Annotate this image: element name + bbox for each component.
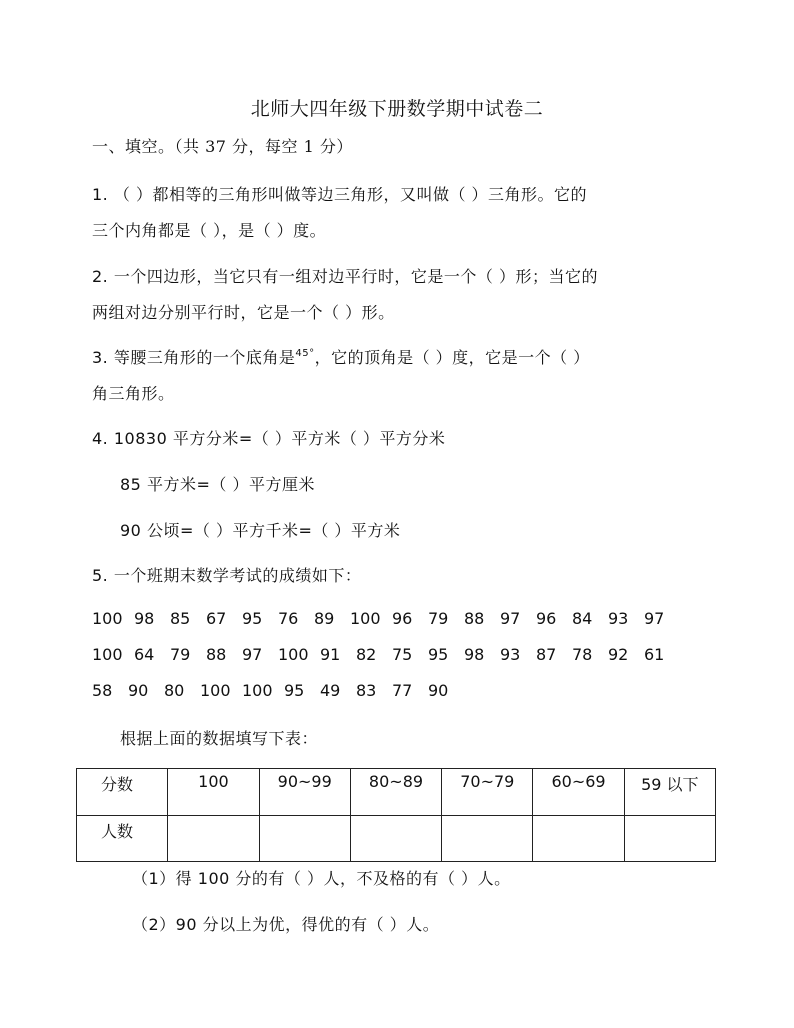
score-value: 89 bbox=[314, 609, 335, 628]
question-1-line-1: 1. （ ）都相等的三角形叫做等边三角形，又叫做（ ）三角形。它的 bbox=[92, 185, 588, 204]
table-cell: 70~79 bbox=[442, 769, 533, 816]
question-5-line-1: 5. 一个班期末数学考试的成绩如下： bbox=[92, 566, 362, 585]
table-cell-blank[interactable] bbox=[350, 815, 441, 862]
question-2-line-2: 两组对边分别平行时，它是一个（ ）形。 bbox=[92, 303, 395, 322]
page-title: 北师大四年级下册数学期中试卷二 bbox=[250, 98, 544, 120]
score-value: 88 bbox=[464, 609, 485, 628]
question-2-line-1: 2. 一个四边形，当它只有一组对边平行时，它是一个（ ）形；当它的 bbox=[92, 267, 598, 286]
score-value: 95 bbox=[284, 681, 305, 700]
table-row-score bbox=[77, 769, 716, 816]
question-1-line-2: 三个内角都是（ ），是（ ）度。 bbox=[92, 221, 327, 240]
table-cell: 90~99 bbox=[259, 769, 350, 816]
scores-row-3 bbox=[92, 681, 464, 700]
score-value: 76 bbox=[278, 609, 299, 628]
score-value: 67 bbox=[206, 609, 227, 628]
score-value: 77 bbox=[392, 681, 413, 700]
sub-question-2: （2）90 分以上为优，得优的有（ ）人。 bbox=[132, 915, 440, 934]
score-value: 83 bbox=[356, 681, 377, 700]
score-value: 92 bbox=[608, 645, 629, 664]
score-value: 61 bbox=[644, 645, 665, 664]
score-value: 91 bbox=[320, 645, 341, 664]
question-3-text-pre: 3. 等腰三角形的一个底角是 bbox=[92, 348, 296, 367]
score-value: 98 bbox=[464, 645, 485, 664]
score-value: 78 bbox=[572, 645, 593, 664]
question-4-line-3: 90 公顷=（ ）平方千米=（ ）平方米 bbox=[120, 521, 401, 540]
table-cell-blank[interactable] bbox=[168, 815, 259, 862]
question-3-text-post: ，它的顶角是（ ）度，它是一个（ ） bbox=[314, 348, 590, 367]
score-value: 49 bbox=[320, 681, 341, 700]
table-cell-blank[interactable] bbox=[442, 815, 533, 862]
table-row-count bbox=[77, 815, 716, 862]
table-cell: 100 bbox=[168, 769, 259, 816]
score-value: 87 bbox=[536, 645, 557, 664]
score-value: 98 bbox=[134, 609, 155, 628]
score-value: 75 bbox=[392, 645, 413, 664]
table-cell-blank[interactable] bbox=[624, 815, 715, 862]
scores-row-2 bbox=[92, 645, 680, 664]
score-value: 84 bbox=[572, 609, 593, 628]
score-value: 79 bbox=[428, 609, 449, 628]
score-value: 95 bbox=[428, 645, 449, 664]
table-instruction: 根据上面的数据填写下表： bbox=[120, 729, 319, 748]
score-value: 64 bbox=[134, 645, 155, 664]
score-value: 80 bbox=[164, 681, 185, 700]
score-value: 97 bbox=[500, 609, 521, 628]
score-value: 97 bbox=[242, 645, 263, 664]
score-distribution-table bbox=[76, 768, 716, 862]
question-4-line-1: 4. 10830 平方分米=（ ）平方米（ ）平方分米 bbox=[92, 429, 446, 448]
score-value: 97 bbox=[644, 609, 665, 628]
score-value: 88 bbox=[206, 645, 227, 664]
score-value: 93 bbox=[500, 645, 521, 664]
score-value: 100 bbox=[278, 645, 309, 664]
angle-value: 45° bbox=[295, 348, 315, 359]
table-cell: 80~89 bbox=[350, 769, 441, 816]
score-value: 100 bbox=[350, 609, 381, 628]
score-value: 96 bbox=[536, 609, 557, 628]
score-value: 90 bbox=[128, 681, 149, 700]
score-value: 100 bbox=[92, 645, 123, 664]
table-cell-blank[interactable] bbox=[533, 815, 624, 862]
question-4-line-2: 85 平方米=（ ）平方厘米 bbox=[120, 475, 315, 494]
score-value: 82 bbox=[356, 645, 377, 664]
score-value: 90 bbox=[428, 681, 449, 700]
table-cell: 59 以下 bbox=[624, 769, 715, 816]
score-value: 85 bbox=[170, 609, 191, 628]
table-cell: 60~69 bbox=[533, 769, 624, 816]
table-header-cell: 分数 bbox=[77, 769, 168, 816]
sub-question-1: （1）得 100 分的有（ ）人，不及格的有（ ）人。 bbox=[132, 869, 511, 888]
score-value: 95 bbox=[242, 609, 263, 628]
score-value: 93 bbox=[608, 609, 629, 628]
section-heading: 一、填空。（共 37 分，每空 1 分） bbox=[92, 137, 353, 156]
score-value: 58 bbox=[92, 681, 113, 700]
scores-row-1 bbox=[92, 609, 680, 628]
question-3-line-1 bbox=[92, 345, 590, 368]
table-cell-blank[interactable] bbox=[259, 815, 350, 862]
score-value: 100 bbox=[92, 609, 123, 628]
question-3-line-2: 角三角形。 bbox=[92, 384, 175, 403]
score-value: 100 bbox=[200, 681, 231, 700]
score-value: 79 bbox=[170, 645, 191, 664]
score-value: 96 bbox=[392, 609, 413, 628]
table-header-cell: 人数 bbox=[77, 815, 168, 862]
score-value: 100 bbox=[242, 681, 273, 700]
